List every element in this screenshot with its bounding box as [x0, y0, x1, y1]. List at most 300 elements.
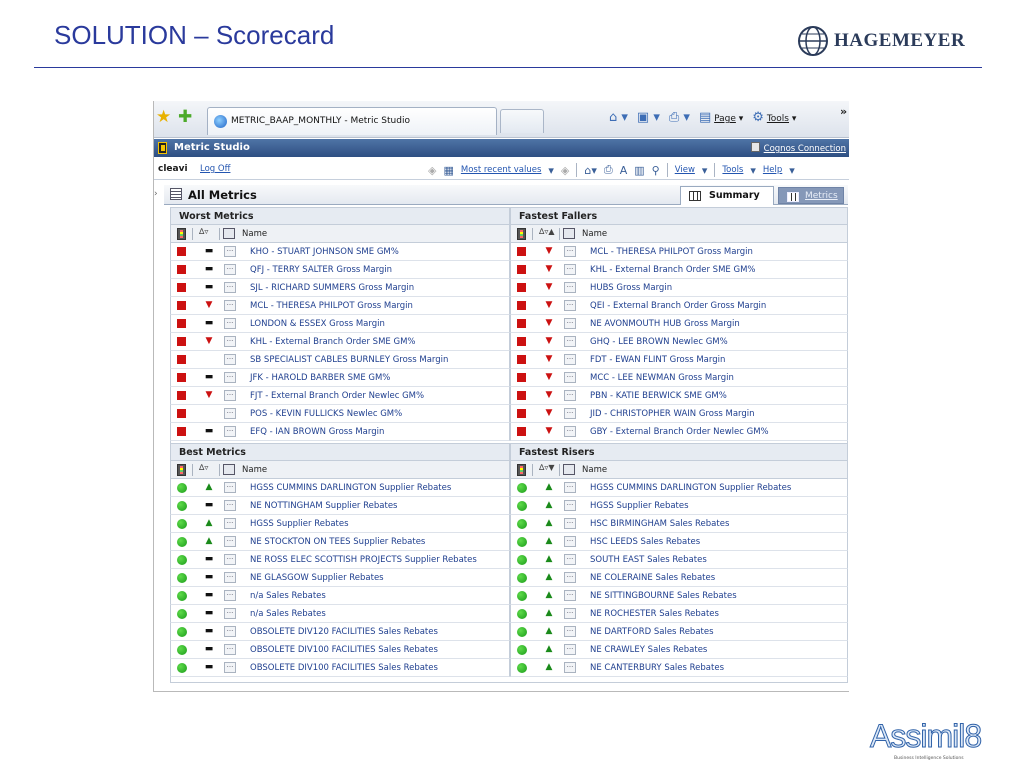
trend-down-icon: ▼ — [545, 390, 553, 400]
book-icon[interactable]: ▥ — [634, 163, 645, 177]
trend-flat-icon: ▬ — [204, 282, 214, 292]
browser-toolbar — [154, 101, 849, 138]
globe-icon — [796, 24, 830, 58]
metric-row — [510, 479, 848, 497]
column-header-row — [510, 225, 848, 243]
trend-up-icon: ▲ — [205, 482, 213, 492]
actions-menu-icon[interactable]: ··· — [224, 572, 236, 583]
status-green-circle-icon — [177, 555, 187, 565]
user-name: cleavi — [158, 164, 188, 174]
actions-menu-icon[interactable]: ··· — [224, 300, 236, 311]
metric-row — [510, 261, 848, 279]
metric-row — [510, 297, 848, 315]
status-green-circle-icon — [517, 519, 527, 529]
print-icon[interactable]: ⎙ — [603, 163, 613, 176]
actions-menu-icon[interactable]: ··· — [564, 536, 576, 547]
column-separator — [192, 464, 193, 476]
actions-menu-icon[interactable]: ··· — [224, 426, 236, 437]
view-menu[interactable]: View — [674, 165, 695, 175]
view-dropdown-icon[interactable]: ▾ — [701, 163, 708, 177]
browser-tab[interactable] — [207, 107, 497, 135]
tab-metrics[interactable]: Metrics — [778, 187, 844, 204]
metric-name-link[interactable]: NE GLASGOW Supplier Rebates — [250, 573, 384, 583]
status-indicator-icon[interactable] — [177, 228, 186, 240]
status-green-circle-icon — [517, 483, 527, 493]
status-green-circle-icon — [177, 483, 187, 493]
status-green-circle-icon — [177, 663, 187, 673]
column-separator — [219, 228, 220, 240]
trend-column-icon[interactable]: ∆▿ — [199, 463, 209, 472]
trend-flat-icon: ▬ — [204, 500, 214, 510]
status-red-square-icon — [517, 373, 526, 382]
risers-panel-title: Fastest Risers — [510, 443, 848, 461]
status-red-square-icon — [177, 283, 186, 292]
metric-row — [510, 333, 848, 351]
status-red-square-icon — [177, 409, 186, 418]
actions-column-icon[interactable] — [563, 228, 575, 239]
metric-name-link[interactable]: PBN - KATIE BERWICK SME GM% — [590, 391, 727, 401]
column-separator — [559, 464, 560, 476]
cognos-connection-link[interactable]: Cognos Connection — [751, 142, 846, 154]
trend-down-icon: ▼ — [545, 282, 553, 292]
browser-commands — [609, 110, 796, 125]
actions-menu-icon[interactable]: ··· — [564, 644, 576, 655]
actions-menu-icon[interactable]: ··· — [564, 518, 576, 529]
actions-menu-icon[interactable]: ··· — [564, 500, 576, 511]
trend-down-icon: ▼ — [545, 264, 553, 274]
actions-menu-icon[interactable]: ··· — [224, 246, 236, 257]
trend-up-icon: ▲ — [545, 518, 553, 528]
trend-down-icon: ▼ — [545, 426, 553, 436]
column-header-row — [170, 225, 510, 243]
metric-name-link[interactable]: MCL - THERESA PHILPOT Gross Margin — [250, 301, 413, 311]
hagemeyer-wordmark: HAGEMEYER — [834, 30, 966, 51]
metric-name-link[interactable]: LONDON & ESSEX Gross Margin — [250, 319, 385, 329]
actions-menu-icon[interactable]: ··· — [224, 408, 236, 419]
tools-dropdown-icon[interactable]: ▾ — [750, 163, 756, 177]
status-green-circle-icon — [517, 663, 527, 673]
metric-name-link[interactable]: KHL - External Branch Order SME GM% — [590, 265, 756, 275]
actions-menu-icon[interactable]: ··· — [564, 626, 576, 637]
metric-row — [170, 605, 510, 623]
assimil8-tagline: Business Intelligence Solutions — [894, 756, 964, 761]
status-red-square-icon — [177, 373, 186, 382]
actions-menu-icon[interactable]: ··· — [564, 408, 576, 419]
metric-name-link[interactable]: KHO - STUART JOHNSON SME GM% — [250, 247, 399, 257]
metric-row — [510, 315, 848, 333]
actions-menu-icon[interactable]: ··· — [224, 482, 236, 493]
actions-menu-icon[interactable]: ··· — [224, 336, 236, 347]
search-icon[interactable]: ⚲ — [651, 163, 660, 177]
add-favorites-icon[interactable]: ✚ — [178, 107, 193, 127]
trend-down-icon: ▼ — [205, 336, 213, 346]
metric-row — [170, 569, 510, 587]
status-red-square-icon — [517, 409, 526, 418]
metric-name-link[interactable]: NE CANTERBURY Sales Rebates — [590, 663, 724, 673]
metric-name-link[interactable]: FJT - External Branch Order Newlec GM% — [250, 391, 425, 401]
home-icon[interactable]: ⌂▾ — [584, 163, 597, 177]
metric-name-link[interactable]: n/a Sales Rebates — [250, 609, 326, 619]
trend-down-icon: ▼ — [545, 300, 553, 310]
actions-menu-icon[interactable]: ··· — [564, 390, 576, 401]
trend-flat-icon: ▬ — [204, 662, 214, 672]
separator — [576, 163, 577, 177]
metric-row — [510, 515, 848, 533]
status-green-circle-icon — [517, 501, 527, 511]
status-green-circle-icon — [177, 501, 187, 511]
status-red-square-icon — [177, 391, 186, 400]
connection-icon — [751, 142, 760, 152]
metric-row — [510, 641, 848, 659]
metric-row — [510, 405, 848, 423]
metric-row — [510, 659, 848, 677]
actions-menu-icon[interactable]: ··· — [224, 282, 236, 293]
trend-down-icon: ▼ — [205, 390, 213, 400]
trend-flat-icon: ▬ — [204, 590, 214, 600]
metric-row — [170, 333, 510, 351]
status-red-square-icon — [177, 301, 186, 310]
status-green-circle-icon — [177, 609, 187, 619]
browser-tab-title: METRIC_BAAP_MONTHLY - Metric Studio — [231, 116, 410, 126]
metric-name-link[interactable]: QFJ - TERRY SALTER Gross Margin — [250, 265, 393, 275]
status-red-square-icon — [177, 247, 186, 256]
actions-column-icon[interactable] — [223, 228, 235, 239]
actions-menu-icon[interactable]: ··· — [564, 354, 576, 365]
name-column-header[interactable]: Name — [242, 229, 268, 239]
user-toolbar — [154, 158, 849, 180]
status-red-square-icon — [177, 265, 186, 274]
fastest-risers-panel — [510, 443, 848, 677]
metric-name-link[interactable]: NE AVONMOUTH HUB Gross Margin — [590, 319, 740, 329]
metric-name-link[interactable]: NE ROCHESTER Sales Rebates — [590, 609, 719, 619]
metric-name-link[interactable]: NE ROSS ELEC SCOTTISH PROJECTS Supplier Rebates — [250, 555, 477, 565]
metric-row — [510, 387, 848, 405]
status-green-circle-icon — [177, 627, 187, 637]
back-icon[interactable]: ◈ — [428, 163, 437, 177]
actions-menu-icon[interactable]: ··· — [224, 536, 236, 547]
actions-column-icon[interactable] — [223, 464, 235, 475]
status-indicator-icon[interactable] — [517, 464, 526, 476]
metric-name-link[interactable]: FDT - EWAN FLINT Gross Margin — [590, 355, 726, 365]
metric-row — [170, 423, 510, 441]
all-metrics-title: All Metrics — [188, 188, 257, 202]
worst-metrics-panel — [170, 207, 510, 441]
actions-menu-icon[interactable]: ··· — [224, 372, 236, 383]
toolbar-overflow-icon[interactable]: » — [840, 105, 848, 118]
status-green-circle-icon — [517, 609, 527, 619]
metric-row — [170, 297, 510, 315]
trend-up-icon: ▲ — [545, 482, 553, 492]
summary-icon — [689, 191, 701, 201]
values-dropdown-icon[interactable]: ▾ — [548, 163, 554, 177]
metric-row — [510, 569, 848, 587]
metric-row — [510, 243, 848, 261]
home-icon[interactable]: ⌂ ▾ — [609, 110, 628, 125]
forward-icon[interactable]: ◈ — [560, 163, 570, 177]
actions-menu-icon[interactable]: ··· — [564, 426, 576, 437]
actions-menu-icon[interactable]: ··· — [224, 264, 236, 275]
actions-menu-icon[interactable]: ··· — [224, 662, 236, 673]
metric-name-link[interactable]: MCC - LEE NEWMAN Gross Margin — [590, 373, 734, 383]
trend-down-icon: ▼ — [205, 300, 213, 310]
metric-row — [170, 659, 510, 677]
metric-row — [510, 551, 848, 569]
status-green-circle-icon — [517, 573, 527, 583]
metric-row — [510, 587, 848, 605]
status-green-circle-icon — [517, 555, 527, 565]
status-green-circle-icon — [177, 573, 187, 583]
name-column-header[interactable]: Name — [582, 229, 608, 239]
separator — [714, 163, 715, 177]
metric-row — [170, 243, 510, 261]
trend-flat-icon: ▬ — [204, 372, 214, 382]
title-divider — [34, 67, 982, 68]
metric-name-link[interactable]: GBY - External Branch Order Newlec GM% — [590, 427, 769, 437]
metric-name-link[interactable]: QEI - External Branch Order Gross Margin — [590, 301, 767, 311]
metric-row — [170, 623, 510, 641]
browser-screenshot — [153, 101, 849, 692]
feeds-icon[interactable]: ▣ ▾ — [636, 110, 660, 125]
app-banner — [154, 139, 849, 157]
trend-up-icon: ▲ — [545, 608, 553, 618]
trend-up-icon: ▲ — [545, 572, 553, 582]
trend-up-icon: ▲ — [545, 500, 553, 510]
metric-name-link[interactable]: GHQ - LEE BROWN Newlec GM% — [590, 337, 728, 347]
metric-name-link[interactable]: HGSS CUMMINS DARLINGTON Supplier Rebates — [590, 483, 792, 493]
metric-name-link[interactable]: n/a Sales Rebates — [250, 591, 326, 601]
status-red-square-icon — [177, 319, 186, 328]
metric-row — [170, 369, 510, 387]
metric-name-link[interactable]: HGSS Supplier Rebates — [590, 501, 689, 511]
actions-menu-icon[interactable]: ··· — [564, 482, 576, 493]
metric-name-link[interactable]: HGSS Supplier Rebates — [250, 519, 349, 529]
trend-column-icon[interactable]: ∆▿ — [199, 227, 209, 236]
column-separator — [532, 464, 533, 476]
metric-name-link[interactable]: NE CRAWLEY Sales Rebates — [590, 645, 708, 655]
metric-name-link[interactable]: NE STOCKTON ON TEES Supplier Rebates — [250, 537, 426, 547]
trend-down-icon: ▼ — [545, 246, 553, 256]
tools-menu[interactable]: ⚙ Tools ▾ — [752, 110, 797, 125]
metric-row — [170, 497, 510, 515]
metric-row — [170, 479, 510, 497]
fastest-fallers-panel — [510, 207, 848, 441]
slide-title: SOLUTION – Scorecard — [54, 20, 335, 50]
trend-down-icon: ▼ — [545, 318, 553, 328]
page-icon: ▤ — [698, 110, 712, 125]
metric-name-link[interactable]: OBSOLETE DIV120 FACILITIES Sales Rebates — [250, 627, 438, 637]
actions-menu-icon[interactable]: ··· — [224, 518, 236, 529]
metrics-icon — [787, 192, 799, 202]
status-red-square-icon — [517, 283, 526, 292]
trend-flat-icon: ▬ — [204, 608, 214, 618]
status-red-square-icon — [517, 391, 526, 400]
actions-menu-icon[interactable]: ··· — [224, 644, 236, 655]
collapse-pane-icon[interactable]: › — [154, 189, 158, 199]
metric-name-link[interactable]: KHL - External Branch Order SME GM% — [250, 337, 416, 347]
actions-menu-icon[interactable]: ··· — [224, 390, 236, 401]
actions-column-icon[interactable] — [563, 464, 575, 475]
trend-flat-icon: ▬ — [204, 644, 214, 654]
metric-name-link[interactable]: MCL - THERESA PHILPOT Gross Margin — [590, 247, 753, 257]
trend-flat-icon: ▬ — [204, 318, 214, 328]
new-tab-button[interactable] — [500, 109, 544, 133]
status-green-circle-icon — [517, 537, 527, 547]
metric-name-link[interactable]: EFQ - IAN BROWN Gross Margin — [250, 427, 385, 437]
trend-flat-icon: ▬ — [204, 246, 214, 256]
metric-row — [170, 641, 510, 659]
metric-row — [170, 533, 510, 551]
actions-menu-icon[interactable]: ··· — [224, 590, 236, 601]
actions-menu-icon[interactable]: ··· — [564, 336, 576, 347]
status-red-square-icon — [517, 301, 526, 310]
status-green-circle-icon — [517, 627, 527, 637]
help-menu[interactable]: Help — [762, 165, 783, 175]
status-red-square-icon — [517, 247, 526, 256]
trend-flat-icon: ▬ — [204, 426, 214, 436]
ie-page-icon — [214, 115, 227, 128]
metric-row — [170, 315, 510, 333]
trend-column-icon[interactable]: ∆▿▼ — [539, 463, 555, 472]
metric-name-link[interactable]: SJL - RICHARD SUMMERS Gross Margin — [250, 283, 415, 293]
logoff-link[interactable]: Log Off — [200, 164, 231, 174]
actions-menu-icon[interactable]: ··· — [564, 572, 576, 583]
trend-flat-icon: ▬ — [204, 264, 214, 274]
actions-menu-icon[interactable]: ··· — [224, 318, 236, 329]
status-red-square-icon — [517, 355, 526, 364]
metric-row — [510, 533, 848, 551]
trend-up-icon: ▲ — [205, 518, 213, 528]
metric-name-link[interactable]: POS - KEVIN FULLICKS Newlec GM% — [250, 409, 403, 419]
status-red-square-icon — [177, 427, 186, 436]
trend-up-icon: ▲ — [545, 536, 553, 546]
actions-menu-icon[interactable]: ··· — [564, 662, 576, 673]
metric-studio-icon — [158, 142, 167, 154]
app-name: Metric Studio — [174, 142, 250, 153]
hagemeyer-logo — [796, 24, 965, 58]
metric-row — [170, 351, 510, 369]
status-indicator-icon[interactable] — [517, 228, 526, 240]
trend-column-icon[interactable]: ∆▿▲ — [539, 227, 555, 236]
trend-up-icon: ▲ — [545, 662, 553, 672]
actions-menu-icon[interactable]: ··· — [564, 300, 576, 311]
metric-name-link[interactable]: NE DARTFORD Sales Rebates — [590, 627, 714, 637]
tools-menu-link[interactable]: Tools — [722, 165, 744, 175]
metric-row — [510, 369, 848, 387]
trend-flat-icon: ▬ — [204, 572, 214, 582]
favorites-star-icon[interactable]: ★ — [156, 107, 172, 127]
actions-menu-icon[interactable]: ··· — [224, 554, 236, 565]
metric-name-link[interactable]: OBSOLETE DIV100 FACILITIES Sales Rebates — [250, 663, 438, 673]
actions-menu-icon[interactable]: ··· — [224, 354, 236, 365]
print-icon[interactable]: ⎙ ▾ — [668, 110, 690, 125]
metric-name-link[interactable]: JFK - HAROLD BARBER SME GM% — [250, 373, 391, 383]
metric-row — [510, 497, 848, 515]
fallers-panel-title: Fastest Fallers — [510, 207, 848, 225]
column-separator — [219, 464, 220, 476]
actions-menu-icon[interactable]: ··· — [564, 608, 576, 619]
metric-name-link[interactable]: NE SITTINGBOURNE Sales Rebates — [590, 591, 737, 601]
app-tools — [428, 163, 795, 177]
metric-name-link[interactable]: SOUTH EAST Sales Rebates — [590, 555, 707, 565]
actions-menu-icon[interactable]: ··· — [564, 554, 576, 565]
trend-down-icon: ▼ — [545, 336, 553, 346]
status-green-circle-icon — [177, 537, 187, 547]
actions-menu-icon[interactable]: ··· — [564, 246, 576, 257]
actions-menu-icon[interactable]: ··· — [564, 264, 576, 275]
trend-down-icon: ▼ — [545, 372, 553, 382]
metric-row — [170, 279, 510, 297]
metric-name-link[interactable]: HSC BIRMINGHAM Sales Rebates — [590, 519, 730, 529]
status-red-square-icon — [177, 337, 186, 346]
metric-row — [510, 351, 848, 369]
column-separator — [559, 228, 560, 240]
metric-name-link[interactable]: NE NOTTINGHAM Supplier Rebates — [250, 501, 398, 511]
metric-name-link[interactable]: NE COLERAINE Sales Rebates — [590, 573, 716, 583]
column-header-row — [510, 461, 848, 479]
metric-name-link[interactable]: HUBS Gross Margin — [590, 283, 673, 293]
actions-menu-icon[interactable]: ··· — [564, 372, 576, 383]
metric-row — [170, 515, 510, 533]
metric-name-link[interactable]: SB SPECIALIST CABLES BURNLEY Gross Margin — [250, 355, 449, 365]
metric-row — [170, 261, 510, 279]
help-dropdown-icon[interactable]: ▾ — [789, 163, 795, 177]
actions-menu-icon[interactable]: ··· — [564, 318, 576, 329]
metric-name-link[interactable]: OBSOLETE DIV100 FACILITIES Sales Rebates — [250, 645, 438, 655]
font-size-icon[interactable]: A — [619, 163, 628, 177]
status-indicator-icon[interactable] — [177, 464, 186, 476]
status-red-square-icon — [517, 337, 526, 346]
column-separator — [532, 228, 533, 240]
name-column-header[interactable]: Name — [242, 465, 268, 475]
actions-menu-icon[interactable]: ··· — [224, 608, 236, 619]
column-separator — [192, 228, 193, 240]
tab-summary[interactable]: Summary — [680, 186, 774, 205]
trend-down-icon: ▼ — [545, 354, 553, 364]
metric-row — [170, 405, 510, 423]
best-metrics-panel — [170, 443, 510, 677]
trend-flat-icon: ▬ — [204, 626, 214, 636]
status-red-square-icon — [177, 355, 186, 364]
actions-menu-icon[interactable]: ··· — [564, 282, 576, 293]
trend-flat-icon: ▬ — [204, 554, 214, 564]
metric-row — [170, 551, 510, 569]
status-green-circle-icon — [177, 519, 187, 529]
metric-row — [510, 423, 848, 441]
status-green-circle-icon — [517, 645, 527, 655]
actions-menu-icon[interactable]: ··· — [224, 500, 236, 511]
best-panel-title: Best Metrics — [170, 443, 510, 461]
metric-row — [510, 605, 848, 623]
name-column-header[interactable]: Name — [582, 465, 608, 475]
values-link[interactable]: Most recent values — [460, 165, 542, 175]
status-green-circle-icon — [177, 645, 187, 655]
metric-name-link[interactable]: HSC LEEDS Sales Rebates — [590, 537, 701, 547]
gear-icon: ⚙ — [752, 110, 764, 125]
metric-name-link[interactable]: JID - CHRISTOPHER WAIN Gross Margin — [590, 409, 755, 419]
page-menu[interactable]: ▤ Page ▾ — [698, 110, 744, 125]
actions-menu-icon[interactable]: ··· — [224, 626, 236, 637]
metric-row — [170, 387, 510, 405]
status-green-circle-icon — [177, 591, 187, 601]
separator — [667, 163, 668, 177]
metric-name-link[interactable]: HGSS CUMMINS DARLINGTON Supplier Rebates — [250, 483, 452, 493]
trend-up-icon: ▲ — [545, 644, 553, 654]
trend-down-icon: ▼ — [545, 408, 553, 418]
metric-row — [170, 587, 510, 605]
actions-menu-icon[interactable]: ··· — [564, 590, 576, 601]
metric-row — [510, 279, 848, 297]
list-icon — [170, 188, 182, 200]
